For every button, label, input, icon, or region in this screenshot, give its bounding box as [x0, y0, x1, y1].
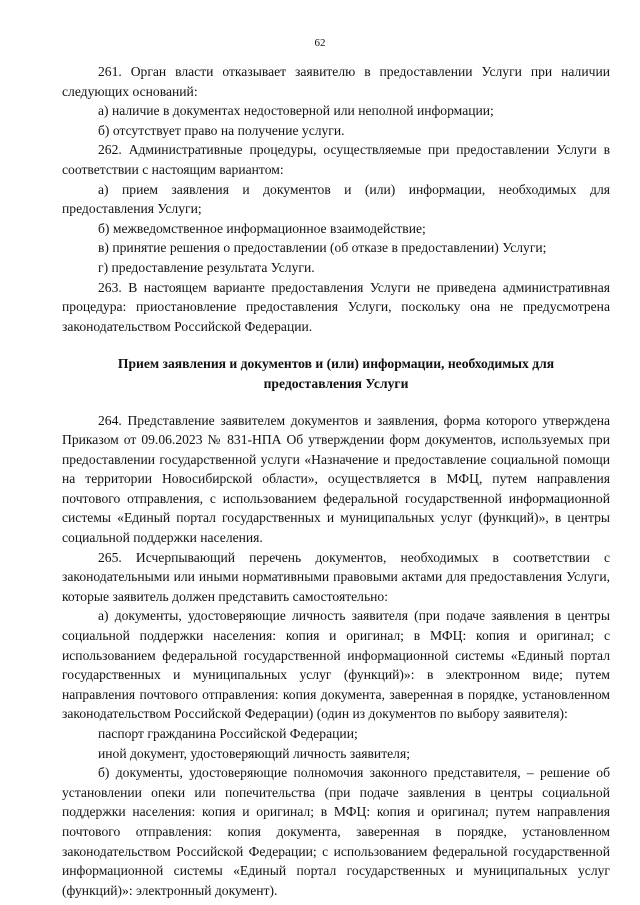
paragraph-265: 265. Исчерпывающий перечень документов, необходимых в соответствии с законодательными или иными нормативными правовыми актами для предоставления Услуги, которые заявитель должен представить самостоятельно:	[62, 549, 610, 604]
paragraph-262-d: г) предоставление результата Услуги.	[98, 259, 315, 275]
paragraph-262-b: б) межведомственное информационное взаимодействие;	[98, 220, 426, 236]
paragraph-262: 262. Административные процедуры, осуществляемые при предоставлении Услуги в соответствии с настоящим вариантом:	[62, 142, 610, 177]
page-number: 62	[314, 37, 326, 49]
paragraph-261-a: а) наличие в документах недостоверной или неполной информации;	[98, 103, 494, 119]
paragraph-265-b: б) документы, удостоверяющие полномочия законного представителя, – решение об установлении опеки или попечительства (при подаче заявления в центры социальной поддержки населения: копия и оригинал; в МФЦ: копия и оригинал; путем направления почтового отправления: копия документа, заверенная в порядке, установленном законодательством Российской Федерации; с использованием федеральной государственной информационной системы «Единый портал государственных и муниципальных услуг (функций)»: электронный документ).	[62, 765, 610, 898]
paragraph-262-a: а) прием заявления и документов и (или) информации, необходимых для предоставления Услуги;	[62, 181, 610, 217]
paragraph-265-a: а) документы, удостоверяющие личность заявителя (при подаче заявления в центры социальной поддержки населения: копия и оригинал; в МФЦ: копия и оригинал; с использованием федеральной государственной информационной системы «Единый портал государственных и муниципальных услуг (функций)»: в электронном виде; путем направления почтового отправления: копия документа, заверенная в порядке, установленном законодательством Российской Федерации) (один из документов по выбору заявителя):	[62, 608, 610, 722]
section-heading: Прием заявления и документов и (или) информации, необходимых для предоставления Услуги	[117, 356, 555, 391]
paragraph-262-c: в) принятие решения о предоставлении (об отказе в предоставлении) Услуги;	[98, 240, 547, 256]
paragraph-261: 261. Орган власти отказывает заявителю в предоставлении Услуги при наличии следующих оснований:	[62, 64, 610, 99]
paragraph-263: 263. В настоящем варианте предоставления Услуги не приведена административная процедура: приостановление предоставления Услуги, поскольку она не предусмотрена законодательством Российской Федерации.	[62, 279, 610, 334]
paragraph-264: 264. Представление заявителем документов и заявления, форма которого утверждена Приказом от 09.06.2023 № 831-НПА Об утверждении форм документов, используемых при предоставлении государственной услуги «Назначение и предоставление социальной помощи на территории Новосибирской области», осуществляется в МФЦ, путем направления почтового отправления, с использованием федеральной государственной информационной системы «Единый портал государственных и муниципальных услуг (функций)», в центры социальной поддержки населения.	[62, 412, 610, 546]
paragraph-265-a-other-doc: иной документ, удостоверяющий личность заявителя;	[98, 745, 410, 761]
paragraph-265-a-passport: паспорт гражданина Российской Федерации;	[98, 726, 358, 741]
document-body	[62, 62, 610, 900]
paragraph-261-b: б) отсутствует право на получение услуги.	[98, 122, 345, 138]
